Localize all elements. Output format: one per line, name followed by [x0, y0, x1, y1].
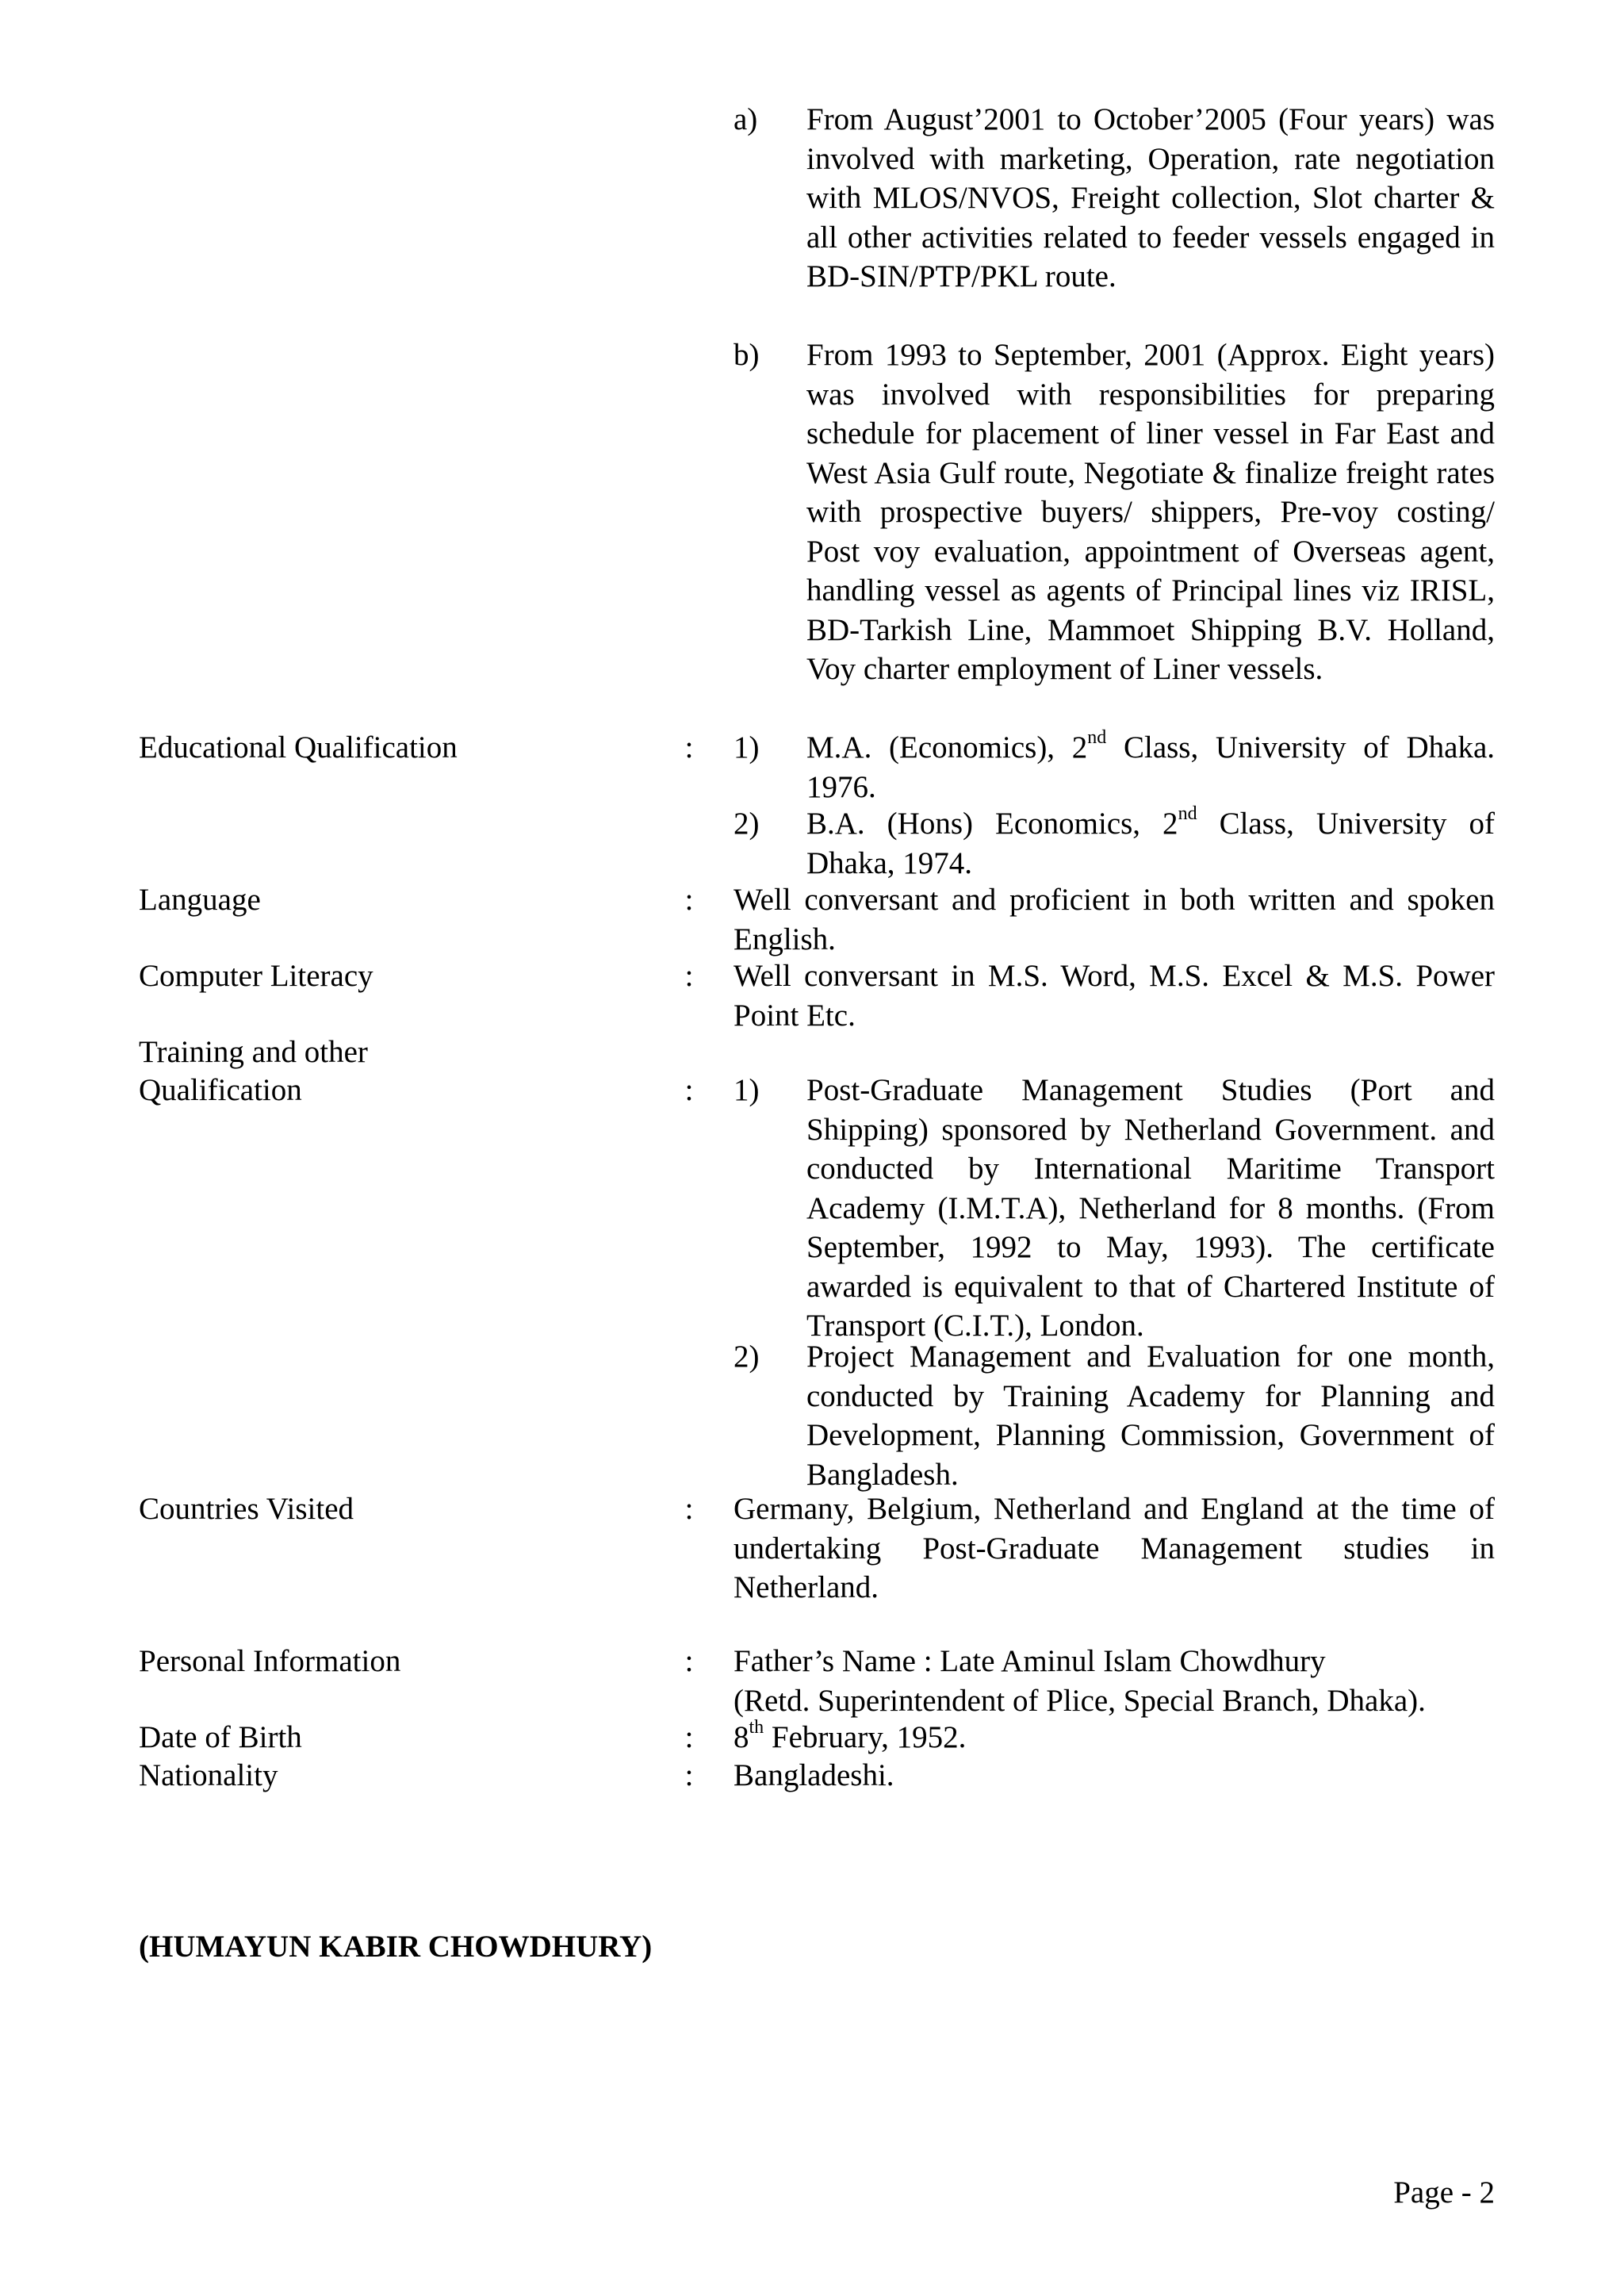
- fathers-designation: (Retd. Superintendent of Plice, Special Branch, Dhaka).: [733, 1683, 1426, 1718]
- training-colon: :: [684, 1073, 694, 1107]
- training-text-2: Project Management and Evaluation for one month, conducted by Training Academy for Planning and Development, Planning Commission, Government of Bangladesh.: [806, 1340, 1495, 1492]
- experience-marker-a: a): [733, 102, 758, 136]
- language-colon: :: [684, 883, 694, 917]
- dob-rest: February, 1952.: [764, 1720, 967, 1754]
- education-text-1-main: M.A. (Economics), 2: [806, 730, 1088, 765]
- dob-day: 8: [733, 1720, 749, 1754]
- dob-value: [733, 1718, 1495, 1757]
- countries-label: Countries Visited: [139, 1492, 354, 1526]
- experience-text-a: From August’2001 to October’2005 (Four years) was involved with marketing, Operation, rate negotiation with MLOS/NVOS, Freight collection, Slot charter & all other activities related to feeder vessels engaged in BD-SIN/PTP/PKL route.: [806, 102, 1495, 293]
- computer-label: Computer Literacy: [139, 959, 373, 993]
- training-marker-2: 2): [733, 1340, 760, 1374]
- computer-value: Well conversant in M.S. Word, M.S. Excel & M.S. Power Point Etc.: [733, 959, 1495, 1033]
- education-text-2: [806, 804, 1495, 883]
- training-label-line2: Qualification: [139, 1073, 302, 1107]
- training-text-1: Post-Graduate Management Studies (Port and Shipping) sponsored by Netherland Government. and conducted by International Maritime Transport Academy (I.M.T.A), Netherland for 8 months. (From September, 1992 to May, 1993). The certificate awarded is equivalent to that of Chartered Institute of Transport (C.I.T.), London.: [806, 1073, 1495, 1343]
- personal-label: Personal Information: [139, 1644, 401, 1678]
- nationality-value: Bangladeshi.: [733, 1758, 894, 1792]
- nationality-label: Nationality: [139, 1758, 278, 1792]
- language-value: Well conversant and proficient in both written and spoken English.: [733, 883, 1495, 956]
- countries-value: Germany, Belgium, Netherland and England at the time of undertaking Post-Graduate Management studies in Netherland.: [733, 1492, 1495, 1604]
- education-marker-2: 2): [733, 807, 760, 841]
- education-marker-1: 1): [733, 730, 760, 765]
- countries-colon: :: [684, 1492, 694, 1526]
- education-sup-1: nd: [1087, 727, 1107, 748]
- education-text-2-rest: Class, University of Dhaka, 1974.: [806, 807, 1495, 880]
- education-label: Educational Qualification: [139, 730, 458, 765]
- experience-marker-b: b): [733, 338, 760, 372]
- dob-sup: th: [749, 1717, 764, 1738]
- training-label-line1: Training and other: [139, 1035, 368, 1069]
- language-label: Language: [139, 883, 261, 917]
- dob-colon: :: [684, 1720, 694, 1754]
- training-marker-1: 1): [733, 1073, 760, 1107]
- experience-text-b: From 1993 to September, 2001 (Approx. Eight years) was involved with responsibilities for preparing schedule for placement of liner vessel in Far East and West Asia Gulf route, Negotiate & finalize freight rates with prospective buyers/ shippers, Pre-voy costing/ Post voy evaluation, appointment of Overseas agent, handling vessel as agents of Principal lines viz IRISL, BD-Tarkish Line, Mammoet Shipping B.V. Holland, Voy charter employment of Liner vessels.: [806, 338, 1495, 686]
- page-number: Page - 2: [1393, 2175, 1495, 2210]
- nationality-colon: :: [684, 1758, 694, 1792]
- computer-colon: :: [684, 959, 694, 993]
- personal-colon: :: [684, 1644, 694, 1678]
- education-text-1-rest: Class, University of Dhaka. 1976.: [806, 730, 1495, 804]
- dob-label: Date of Birth: [139, 1720, 302, 1754]
- education-text-1: [806, 728, 1495, 807]
- fathers-name: Father’s Name : Late Aminul Islam Chowdhury: [733, 1644, 1326, 1678]
- signature-name: (HUMAYUN KABIR CHOWDHURY): [139, 1930, 653, 1964]
- education-sup-2: nd: [1178, 803, 1197, 824]
- education-text-2-main: B.A. (Hons) Economics, 2: [806, 807, 1178, 841]
- education-colon: :: [684, 730, 694, 765]
